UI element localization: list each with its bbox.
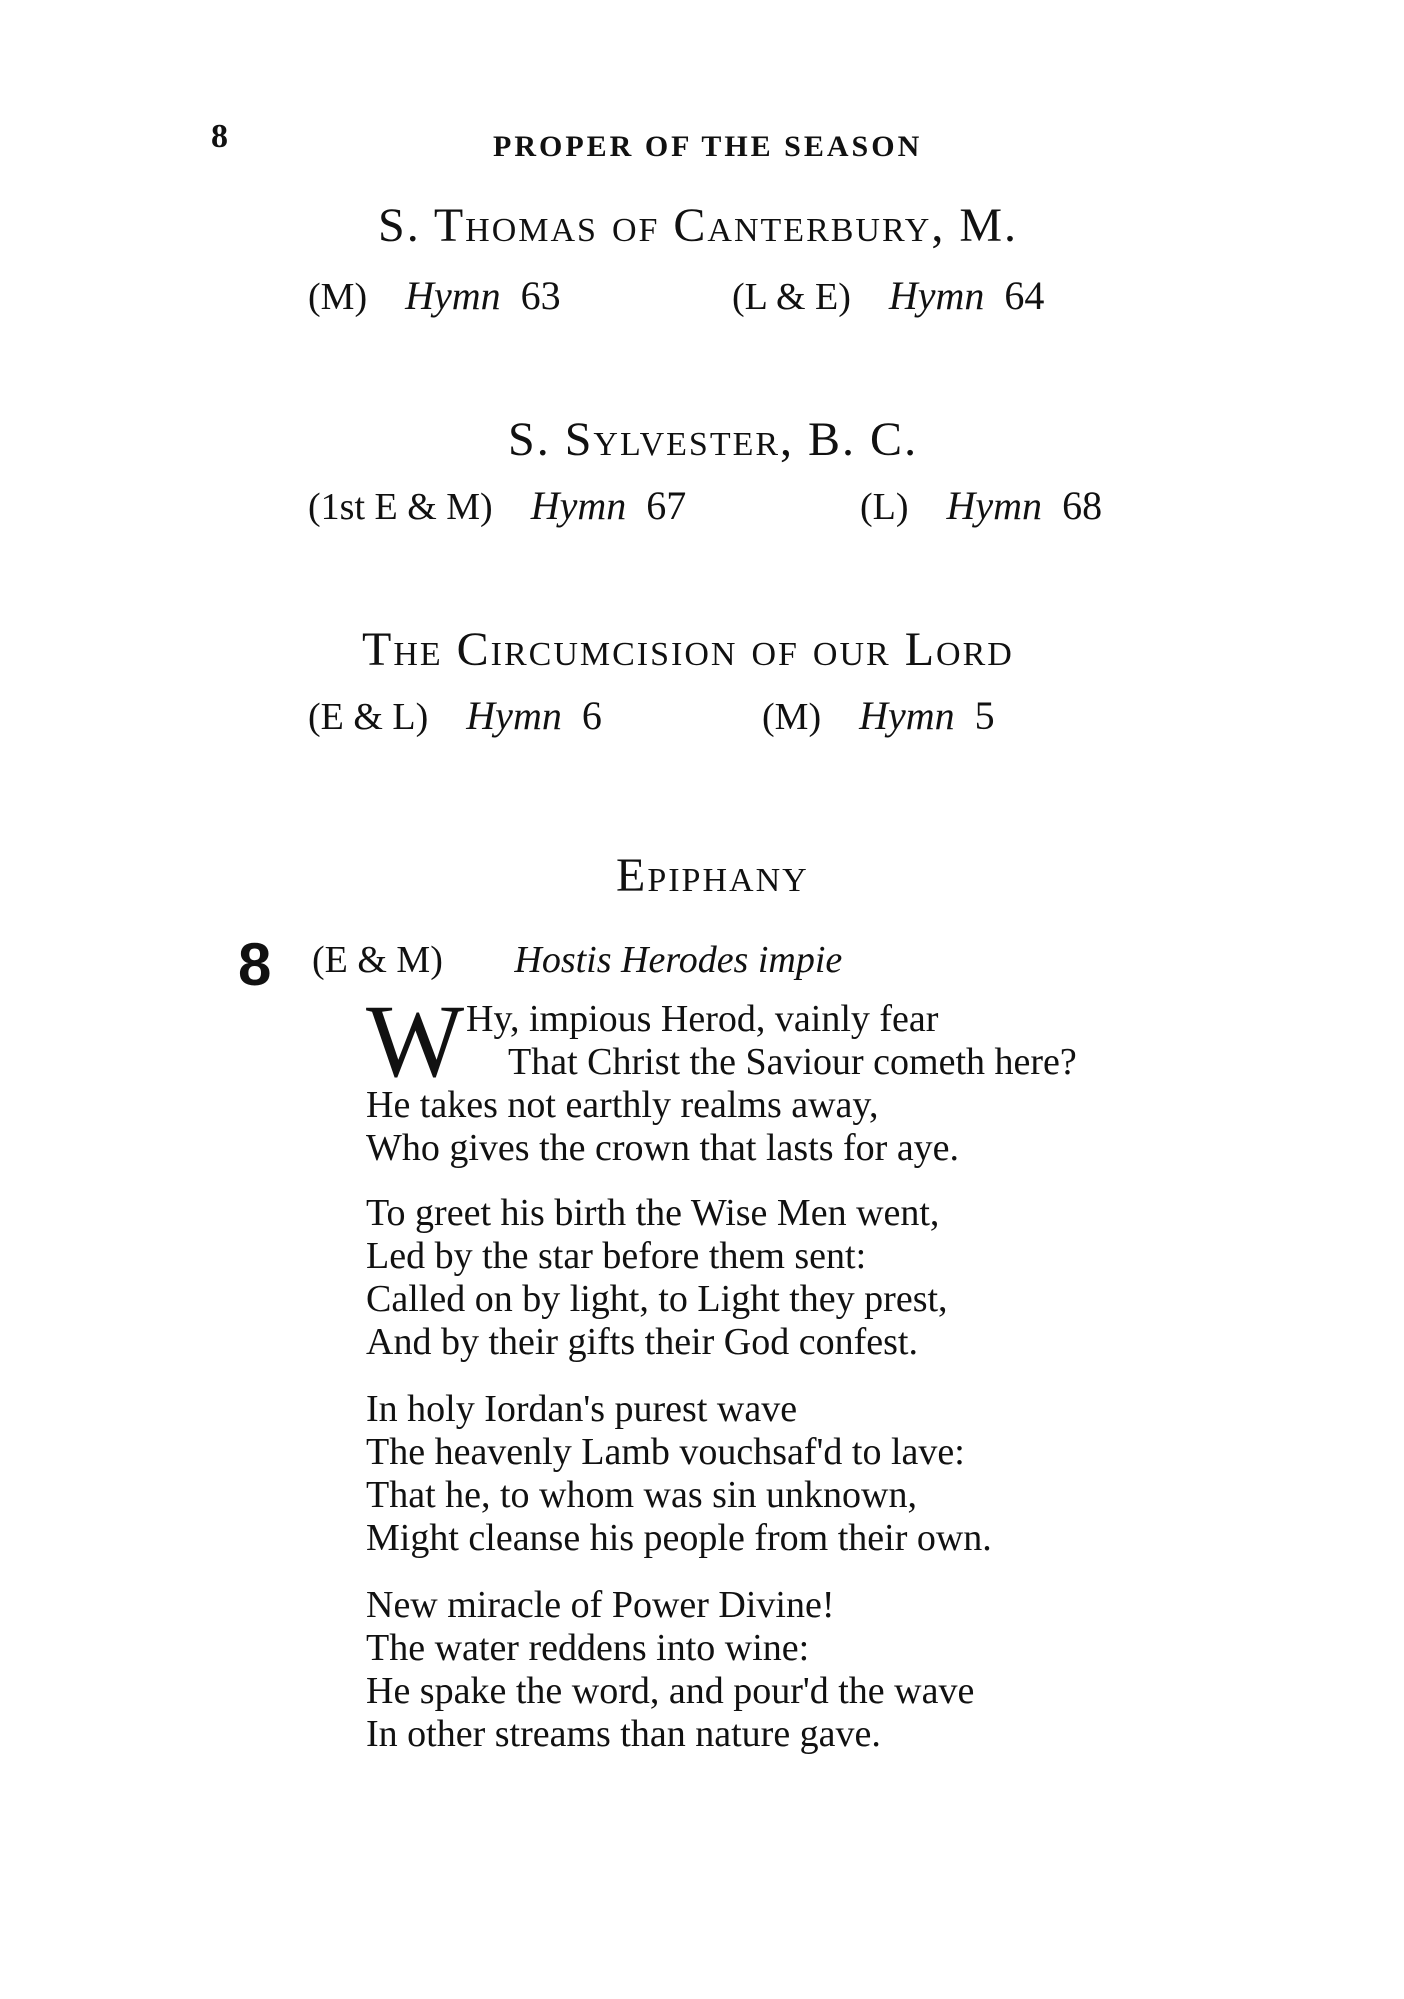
office-label: (M) xyxy=(762,696,822,738)
verse-line: In other streams than nature gave. xyxy=(366,1713,881,1755)
stanza-4 xyxy=(366,1584,974,1756)
office-label: (L) xyxy=(860,486,909,528)
office-label: (E & M) xyxy=(312,939,443,981)
hymn-ref: 63 xyxy=(520,273,561,318)
verse-line: In holy Iordan's purest wave xyxy=(366,1388,798,1430)
drop-cap: W xyxy=(366,984,465,1099)
verse-line: To greet his birth the Wise Men went, xyxy=(366,1192,940,1234)
hymn-ref: 64 xyxy=(1004,273,1045,318)
verse-line: Called on by light, to Light they prest, xyxy=(366,1278,948,1320)
office-label: (1st E & M) xyxy=(308,486,493,528)
verse-line: The water reddens into wine: xyxy=(366,1627,810,1669)
hymn-word: Hymn xyxy=(888,273,985,318)
verse-line: That he, to whom was sin unknown, xyxy=(366,1474,917,1516)
office-label: (L & E) xyxy=(732,276,851,318)
hymn-number: 8 xyxy=(238,931,272,998)
hymn-ref: 5 xyxy=(974,693,995,738)
hymn-ref: 6 xyxy=(581,693,602,738)
section-title-epiphany: Epiphany xyxy=(616,849,809,902)
latin-title: Hostis Herodes impie xyxy=(514,939,843,981)
office-label: (M) xyxy=(308,276,368,318)
hymn-ref: 67 xyxy=(646,483,687,528)
hymn-assignment-left xyxy=(308,272,561,319)
hymn-assignment-left xyxy=(308,482,686,529)
hymn-word: Hymn xyxy=(405,273,501,318)
stanza-2 xyxy=(366,1192,948,1364)
hymn-word: Hymn xyxy=(530,483,627,528)
stanza-3 xyxy=(366,1388,992,1560)
hymn-word: Hymn xyxy=(859,693,955,738)
page-number: 8 xyxy=(211,118,228,155)
stanza-1-opening xyxy=(370,998,1077,1084)
feast-title-circumcision: The Circumcision of our Lord xyxy=(362,623,1014,676)
verse-line: He spake the word, and pour'd the wave xyxy=(366,1670,975,1712)
verse-line: Led by the star before them sent: xyxy=(366,1235,867,1277)
verse-line: That Christ the Saviour cometh here? xyxy=(508,1041,1077,1083)
hymn-heading xyxy=(312,938,842,982)
feast-title-sylvester: S. Sylvester, B. C. xyxy=(508,413,919,466)
verse-line: Hy, impious Herod, vainly fear xyxy=(466,998,939,1040)
verse-line: The heavenly Lamb vouchsaf'd to lave: xyxy=(366,1431,965,1473)
stanza-1-rest xyxy=(366,1084,959,1170)
hymn-word: Hymn xyxy=(946,483,1043,528)
verse-line: Might cleanse his people from their own. xyxy=(366,1517,992,1559)
verse-line: New miracle of Power Divine! xyxy=(366,1584,835,1626)
feast-title-thomas: S. Thomas of Canterbury, M. xyxy=(378,199,1019,252)
verse-line: He takes not earthly realms away, xyxy=(366,1084,879,1126)
hymn-assignment-left xyxy=(308,692,602,739)
verse-line: And by their gifts their God confest. xyxy=(366,1321,918,1363)
hymn-ref: 68 xyxy=(1062,483,1103,528)
running-head: PROPER OF THE SEASON xyxy=(493,130,923,163)
hymn-assignment-right xyxy=(732,272,1044,319)
verse-line: Who gives the crown that lasts for aye. xyxy=(366,1127,960,1169)
office-label: (E & L) xyxy=(308,696,429,738)
hymn-assignment-right xyxy=(762,692,995,739)
hymn-assignment-right xyxy=(860,482,1102,529)
hymn-word: Hymn xyxy=(466,693,562,738)
